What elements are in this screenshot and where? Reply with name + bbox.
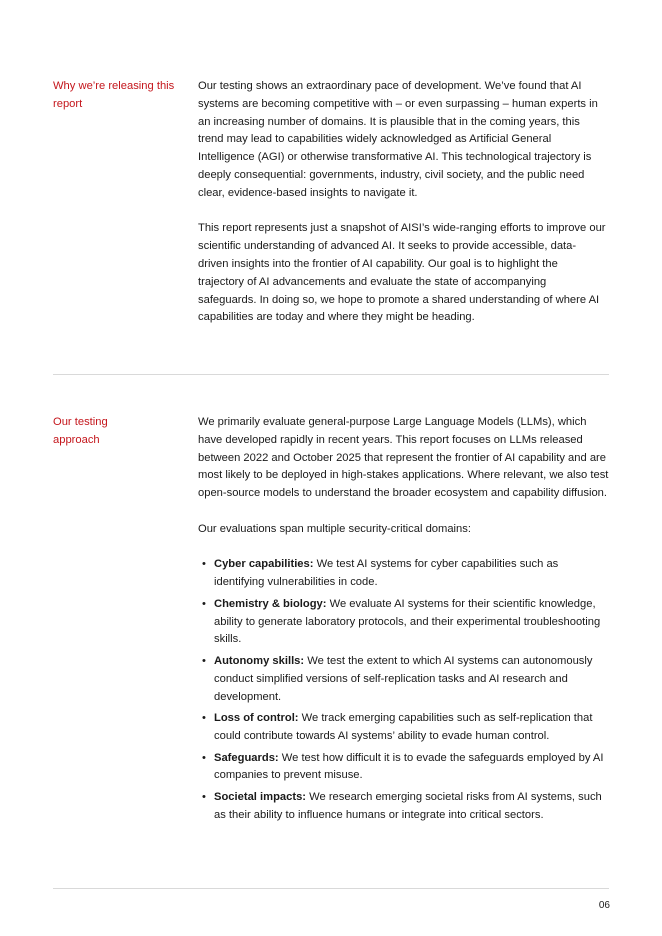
list-item-term: Societal impacts: (214, 790, 307, 803)
list-item (198, 596, 606, 649)
section-label-why-releasing: Why we’re releasing this report (53, 80, 175, 110)
paragraph: Our testing shows an extraordinary pace of development. We’ve found that AI systems are becoming competitive with – or even surpassing – human experts in an increasing number of domains. It is plausible that in the coming years, this trend may lead to capabilities widely acknowledged as Artificial General Intelligence (AGI) or otherwise transformative AI. This technological trajectory is deeply consequential: governments, industry, civil society, and the public need clear, evidence-based insights to navigate it. (198, 80, 598, 199)
list-item-term: Chemistry & biology: (214, 597, 327, 610)
paragraph: This report represents just a snapshot of AISI’s wide-ranging efforts to improve our scientific understanding of advanced AI. It seeks to provide accessible, data-driven insights into the frontier of AI capability. Our goal is to highlight the trajectory of AI advancements and evaluate the state of accompanying safeguards. In doing so, we hope to promote a shared understanding of where AI capabilities are today and where they might be heading. (198, 222, 606, 324)
list-item (198, 556, 606, 592)
paragraph: Our evaluations span multiple security-critical domains: (198, 522, 471, 535)
bullet-icon: • (202, 654, 206, 667)
paragraph: We primarily evaluate general-purpose Large Language Models (LLMs), which have developed rapidly in recent years. This report focuses on LLMs released between 2022 and October 2025 that represent the frontier of AI capability and are most likely to be deployed in high-stakes applications. Where relevant, we also test open-source models to understand the broader ecosystem and capability diffusion. (198, 416, 609, 500)
bullet-icon: • (202, 712, 206, 725)
page-number: 06 (598, 900, 610, 911)
list-item-text: We test the extent to which AI systems can autonomously conduct simplified versions of self-replication tasks and AI research and development. (214, 654, 593, 703)
bullet-icon: • (202, 558, 206, 571)
list-item-term: Autonomy skills: (214, 654, 305, 667)
list-item (198, 653, 606, 706)
list-item-text: We research emerging societal risks from AI systems, such as their ability to influence humans or integrate into critical sectors. (214, 790, 602, 821)
section-body-testing-approach (198, 414, 610, 828)
section-label-testing-approach: Our testing approach (53, 416, 108, 446)
list-item (198, 750, 606, 786)
list-item-term: Loss of control: (214, 712, 299, 725)
bullet-icon: • (202, 751, 206, 764)
footer-divider (53, 888, 609, 889)
list-item-text: We test AI systems for cyber capabilities such as identifying vulnerabilities in code. (214, 558, 559, 589)
list-item-term: Cyber capabilities: (214, 558, 314, 571)
list-item (198, 710, 606, 746)
list-item-text: We test how difficult it is to evade the safeguards employed by AI companies to prevent misuse. (214, 751, 604, 782)
bullet-icon: • (202, 790, 206, 803)
list-item (198, 789, 606, 825)
list-item-text: We evaluate AI systems for their scientific knowledge, ability to generate laboratory protocols, and their experimental troubleshooting skills. (214, 597, 601, 646)
list-item-text: We track emerging capabilities such as self-replication that could contribute towards AI systems’ ability to evade human control. (214, 712, 593, 742)
list-item-term: Safeguards: (214, 751, 279, 764)
bullet-icon: • (202, 597, 206, 610)
section-divider (53, 374, 609, 375)
section-body-why-releasing (198, 78, 606, 327)
domain-list (198, 556, 606, 824)
